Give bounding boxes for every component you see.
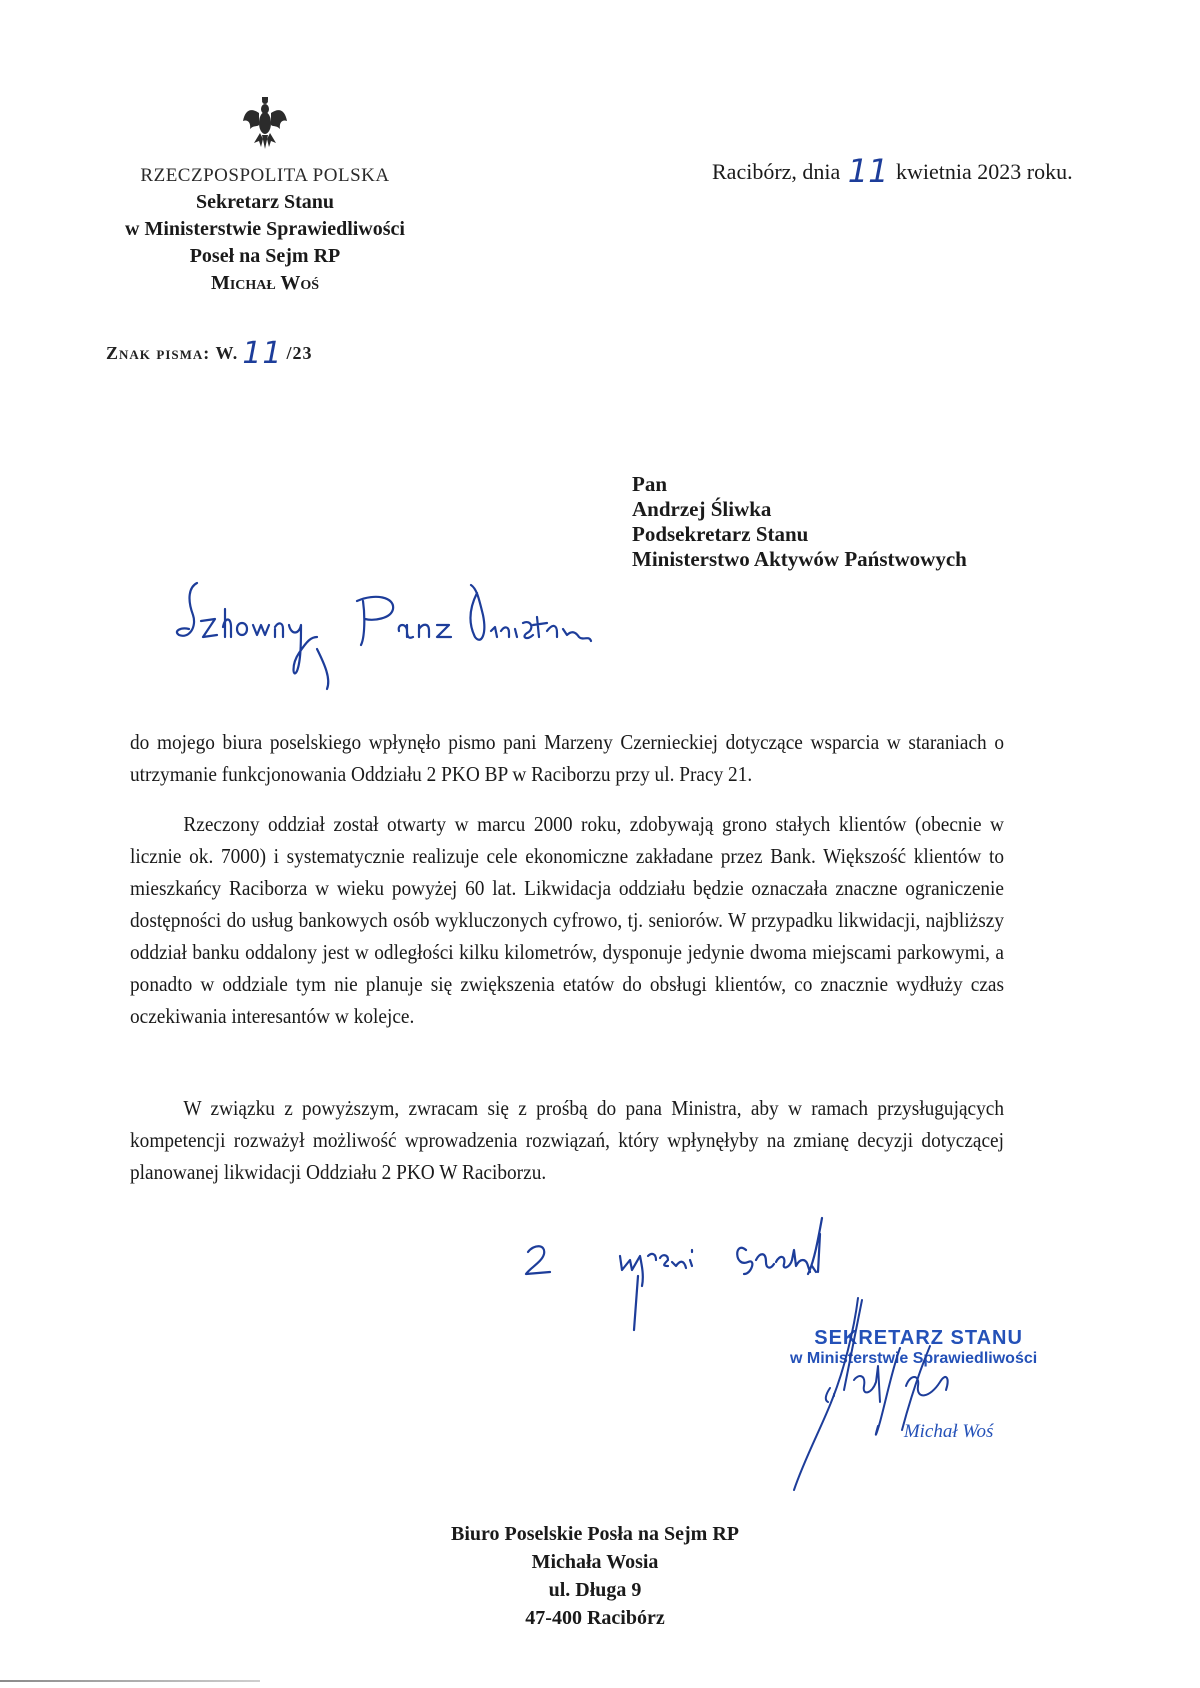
body-paragraph: W związku z powyższym, zwracam się z prośbą do pana Ministra, aby w ramach przysługujących kompetencji rozważył możliwość wprowadzenia rozwiązań, który wpłynęłyby na zmianę decyzji dotyczącej planowanej likwidacji Oddziału 2 PKO W Raciborzu. [130, 1096, 1005, 1184]
reference-number [106, 336, 313, 371]
mp-title: Poseł na Sejm RP [189, 245, 341, 267]
letter-body-2 [130, 808, 1004, 1032]
signature [770, 1290, 1050, 1500]
polish-eagle-emblem-icon [242, 95, 288, 151]
recipient-ministry: Ministerstwo Aktywów Państwowych [632, 547, 967, 571]
ministry-name: w Ministerstwie Sprawiedliwości [125, 218, 405, 240]
reference-suffix: /23 [286, 343, 313, 363]
reference-handwritten-number: 11 [242, 336, 283, 371]
reference-label: Znak pisma: W. [106, 343, 239, 363]
stamp-title: SEKRETARZ STANU [814, 1327, 1023, 1349]
position-title: Sekretarz Stanu [196, 191, 334, 213]
office-address [395, 1520, 795, 1632]
sender-name: Michał Woś [210, 272, 320, 294]
recipient-address [632, 472, 967, 572]
office-name: Biuro Poselskie Posła na Sejm RP [451, 1523, 739, 1545]
date-handwritten-day: 11 [847, 152, 889, 190]
letter-body-3 [130, 1092, 1004, 1188]
recipient-honorific: Pan [632, 472, 668, 496]
handwritten-salutation [175, 575, 655, 695]
body-paragraph: Rzeczony oddział został otwarty w marcu 2000 roku, zdobywają grono stałych klientów (obecnie w licznie ok. 7000) i systematycznie realizuje cele ekonomiczne zakładane przez Bank. Większość klientów to mieszkańcy Raciborza w wieku powyżej 60 lat. Likwidacja oddziału będzie oznaczała znaczne ograniczenie dostępności do usług bankowych osób wykluczonych cyfrowo, tj. seniorów. W przypadku likwidacji, najbliższy oddział banku oddalony jest w odległości kilku kilometrów, dysponuje jedynie dwoma miejscami parkowymi, a ponadto w oddziale tym nie planuje się zwiększenia etatów do obsługi klientów, co znacznie wydłuży czas oczekiwania interesantów w kolejce. [130, 812, 1005, 1028]
date-prefix: Racibórz, dnia [712, 159, 841, 184]
office-street: ul. Długa 9 [548, 1579, 642, 1601]
recipient-name: Andrzej Śliwka [632, 497, 772, 521]
date-suffix: kwietnia 2023 roku. [896, 159, 1073, 184]
stamp-name: Michał Woś [903, 1421, 994, 1442]
recipient-title: Podsekretarz Stanu [632, 522, 809, 546]
stamp-ministry: w Ministerstwie Sprawiedliwości [790, 1350, 1038, 1367]
office-city: 47-400 Racibórz [525, 1607, 665, 1629]
letter-body [130, 726, 1004, 790]
body-paragraph: do mojego biura poselskiego wpłynęło pismo pani Marzeny Czernieckiej dotyczące wsparcia w staraniach o utrzymanie funkcjonowania Oddziału 2 PKO BP w Raciborzu przy ul. Pracy 21. [130, 730, 1004, 786]
letterhead [95, 95, 435, 297]
office-owner: Michała Wosia [531, 1551, 659, 1573]
scan-edge-line [0, 1680, 260, 1682]
country-name: RZECZPOSPOLITA POLSKA [140, 165, 390, 186]
letter-date [712, 152, 1073, 190]
